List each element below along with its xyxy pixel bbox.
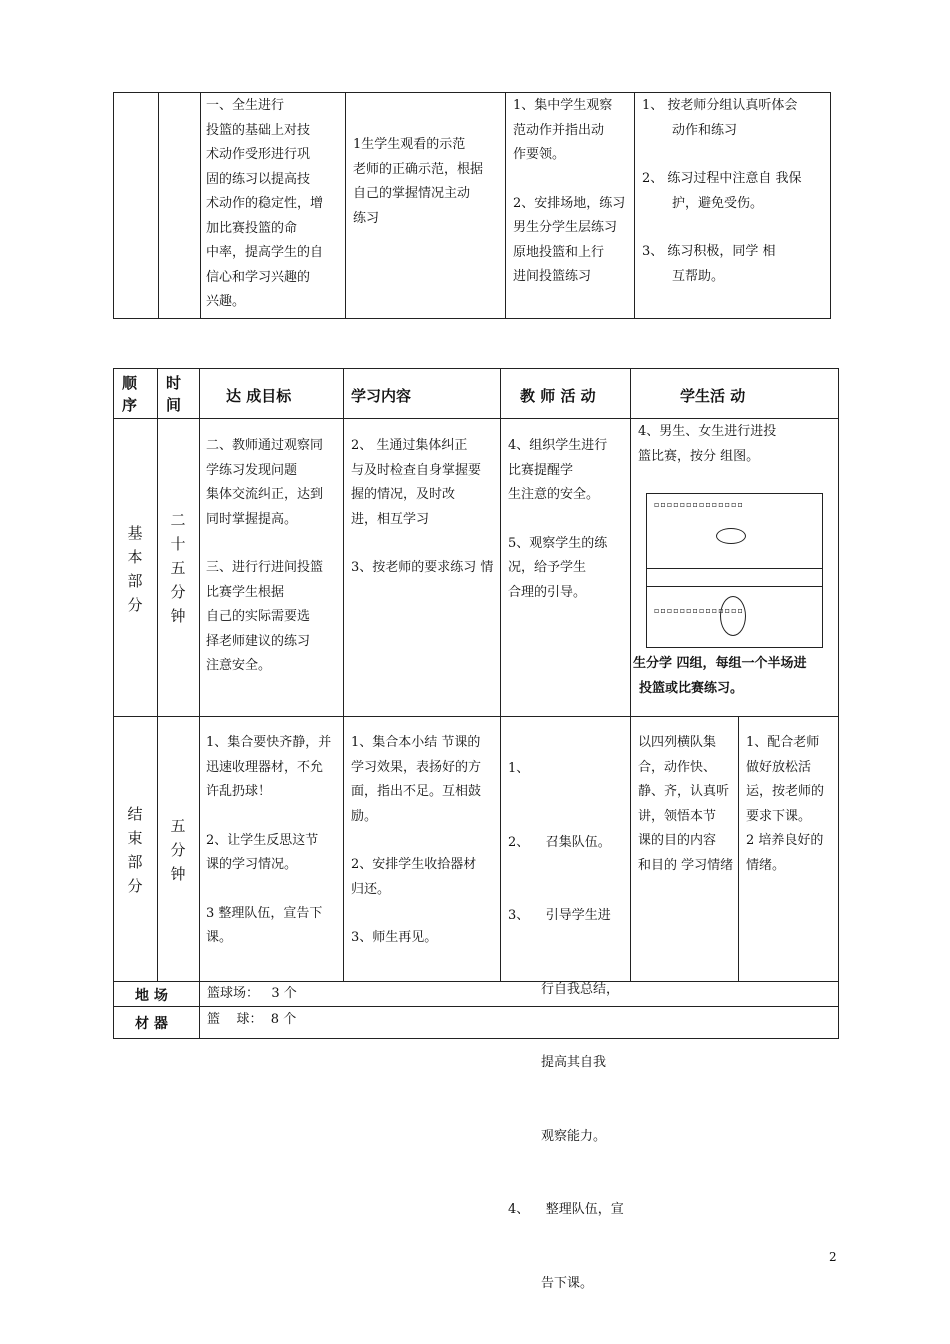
top-table-divider xyxy=(345,92,346,319)
top-student-text: 1、 按老师分组认真听体会 动作和练习 2、 练习过程中注意自 我保 护，避免受伤。 3、 练习积极，同学 相 互帮助。 xyxy=(642,98,802,284)
col-divider xyxy=(199,368,200,1039)
header-goal: 达 成目标 xyxy=(226,387,292,405)
end-goal-text: 1、集合要快齐静，并 迅速收理器材，不允 许乱扔球！ 2、让学生反思这节 课的学习情况。 3 整理队伍，宣告下 课。 xyxy=(206,735,332,945)
top-table-divider xyxy=(634,92,635,319)
header-content: 学习内容 xyxy=(351,387,412,405)
row-divider xyxy=(113,716,839,717)
basic-student-text: 4、男生、女生进行进投 篮比赛，按分 组图。 xyxy=(638,424,777,464)
court-divider xyxy=(646,586,823,587)
hoop-ellipse-top xyxy=(716,528,746,544)
diagram-caption: 生分学 四组，每组一个半场进 投篮或比赛练习。 xyxy=(633,656,807,696)
equipment-label: 材 器 xyxy=(135,1016,168,1032)
top-content-text: 1生学生观看的示范 老师的正确示范，根据 自己的掌握情况主动 练习 xyxy=(353,137,484,226)
header-teacher: 教 师 活 动 xyxy=(520,387,596,405)
venue-value: 篮球场： 3 个 xyxy=(207,986,297,1001)
col-divider xyxy=(738,716,739,981)
header-time: 时 间 xyxy=(166,374,182,414)
col-divider xyxy=(157,368,158,981)
basic-section-label: 基 本 部 分 xyxy=(127,524,143,614)
court-divider xyxy=(646,568,823,569)
end-student-text: 1、配合老师 做好放松活 运，按老师的 要求下课。 2 培养良好的 情绪。 xyxy=(746,735,825,873)
top-table-divider xyxy=(505,92,506,319)
end-section-label: 结 束 部 分 xyxy=(127,805,143,895)
page-number: 2 xyxy=(829,1250,837,1264)
header-student: 学生活 动 xyxy=(680,387,746,405)
basic-time-label: 二 十 五 分 钟 xyxy=(170,511,186,625)
player-marks-top: ▫▫▫▫▫▫▫▫▫▫▫▫▫▫ xyxy=(654,500,744,509)
end-content-text: 1、集合本小结 节课的 学习效果，表扬好的方 面，指出不足。互相鼓 励。 2、安排学生收拾器材 归还。 3、师生再见。 xyxy=(351,735,482,945)
end-teacher-text: 1、 2、 召集队伍。 3、 引导学生进 行自我总结， 提高其自我 观察能力。 4、 整理队伍，宣 告下课。 xyxy=(508,761,624,1291)
end-time-label: 五 分 钟 xyxy=(170,817,186,883)
col-divider xyxy=(343,368,344,981)
top-table-divider xyxy=(200,92,201,319)
end-organization-text: 以四列横队集 合，动作快、 静、齐，认真听 讲，领悟本节 课的目的内容 和目的 学习情绪 xyxy=(638,735,734,873)
top-teacher-text: 1、集中学生观察 范动作并指出动 作要领。 2、安排场地，练习 男生分学生层练习 原地投篮和上行 进间投篮练习 xyxy=(513,98,626,284)
row-divider xyxy=(113,418,839,419)
basic-teacher-text: 4、组织学生进行 比赛提醒学 生注意的安全。 5、观察学生的练 况，给予学生 合理的引导。 xyxy=(508,438,608,600)
top-goal-text: 一、全生进行 投篮的基础上对技 术动作受形进行巩 固的练习以提高技 术动作的稳定性，增 加比赛投篮的命 中率，提高学生的自 信心和学习兴趣的 兴趣。 xyxy=(206,98,324,309)
basic-content-text: 2、 生通过集体纠正 与及时检查自身掌握要 握的情况，及时改 进，相互学习 3、按老师的要求练习 情 xyxy=(351,438,494,575)
equipment-value: 篮 球： 8 个 xyxy=(207,1012,297,1027)
player-marks-bottom: ▫▫▫▫▫▫▫▫▫▫▫▫▫▫ xyxy=(654,606,744,615)
hoop-ellipse-bottom xyxy=(720,596,746,636)
top-table-divider xyxy=(158,92,159,319)
col-divider xyxy=(500,368,501,981)
venue-label: 地 场 xyxy=(135,988,168,1004)
col-divider xyxy=(630,368,631,981)
basic-goal-text: 二、教师通过观察同 学练习发现问题 集体交流纠正，达到 同时掌握提高。 三、进行行进间投篮 比赛学生根据 自己的实际需要选 择老师建议的练习 注意安全。 xyxy=(206,438,324,673)
header-order: 顺 序 xyxy=(122,374,138,414)
